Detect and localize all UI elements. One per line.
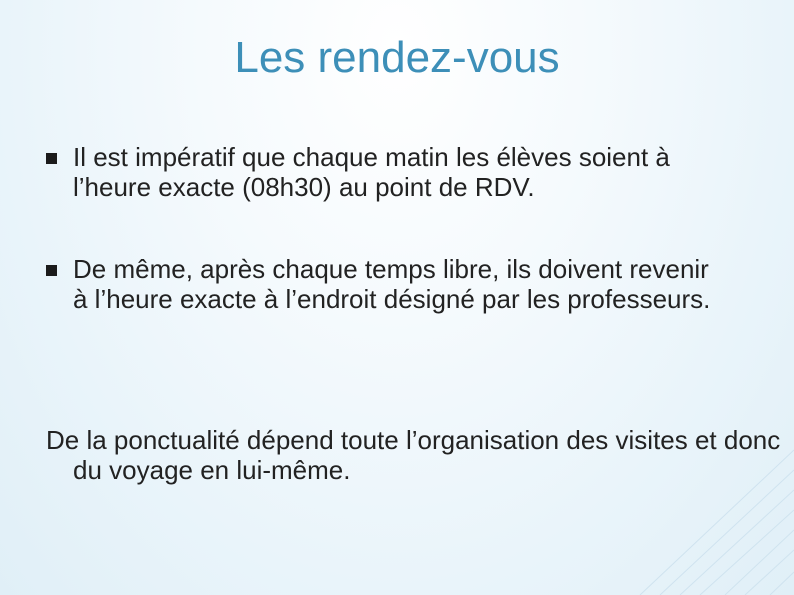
bullet-text: Il est impératif que chaque matin les élèves soient à l’heure exacte (08h30) au point de RDV. (73, 142, 670, 202)
slide-title: Les rendez-vous (234, 33, 560, 82)
bullet-text: De même, après chaque temps libre, ils doivent revenir à l’heure exacte à l’endroit désigné par les professeurs. (73, 254, 711, 314)
bullet-item (46, 254, 726, 314)
bullet-item (46, 142, 726, 202)
closing-paragraph: De la ponctualité dépend toute l’organisation des visites et donc du voyage en lui-même. (46, 425, 781, 485)
square-bullet-icon (46, 153, 57, 164)
bullet-list (46, 142, 726, 314)
square-bullet-icon (46, 265, 57, 276)
